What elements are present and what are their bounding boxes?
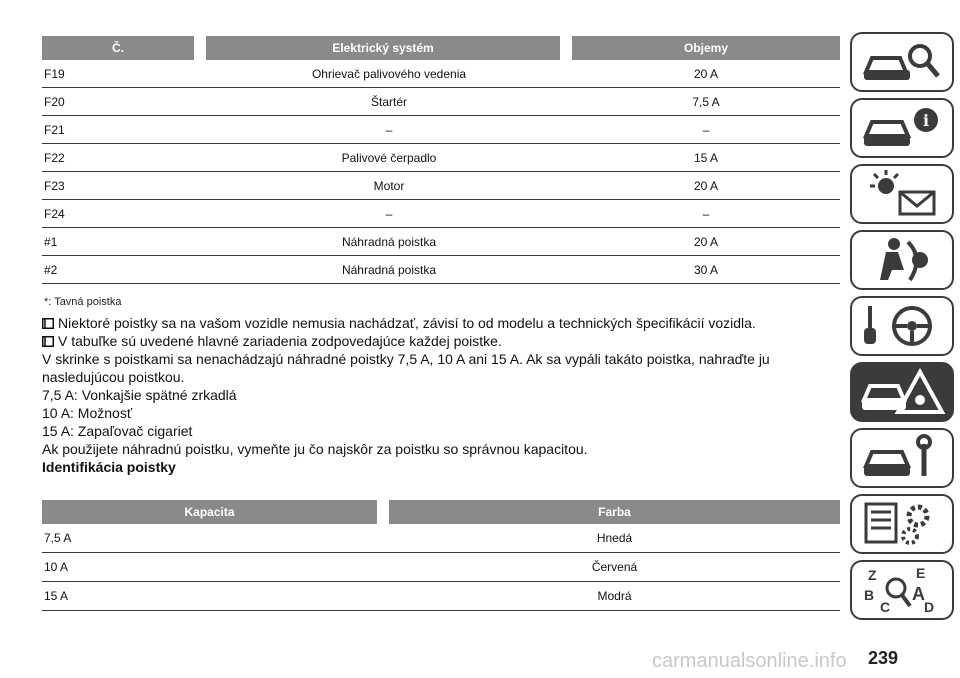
note-text: Niektoré poistky sa na vašom vozidle nemusia nachádzať, závisí to od modelu a technických špecifikácií vozidla. <box>58 315 756 331</box>
header-capacity: Kapacita <box>42 500 377 524</box>
tab-safety[interactable] <box>850 230 954 290</box>
table-row <box>42 172 840 200</box>
fuse-system: Štartér <box>370 94 407 109</box>
fuse-amperage: 7,5 A <box>692 94 720 109</box>
book-icon <box>42 318 54 329</box>
tab-index[interactable] <box>850 560 954 620</box>
table-row <box>42 60 840 88</box>
fuse-table-header <box>42 36 840 60</box>
fuse-id: F22 <box>44 150 65 165</box>
tab-maintenance[interactable] <box>850 428 954 488</box>
note-text: V tabuľke sú uvedené hlavné zariadenia zodpovedajúce každej poistke. <box>58 333 502 349</box>
table-row <box>42 582 840 611</box>
table-row <box>42 256 840 284</box>
svg-text:B: B <box>864 587 875 603</box>
paragraph: 7,5 A: Vonkajšie spätné zrkadlá <box>42 387 237 403</box>
fuse-amperage: 20 A <box>693 234 719 249</box>
fuse-amperage: 15 A <box>693 150 719 165</box>
fuse-id: F24 <box>44 206 65 221</box>
svg-text:C: C <box>880 599 891 615</box>
header-capacity: Objemy <box>572 36 840 60</box>
fuse-system: Palivové čerpadlo <box>341 150 437 165</box>
fuse-system: Náhradná poistka <box>341 234 437 249</box>
car-info-icon <box>858 102 946 154</box>
paragraph: Ak použijete náhradnú poistku, vymeňte ju čo najskôr za poistku so správnou kapacitou. <box>42 441 588 457</box>
fuse-color-table <box>42 500 840 611</box>
color-value: Hnedá <box>596 531 633 545</box>
note-line <box>42 314 832 332</box>
table-row <box>42 144 840 172</box>
watermark: carmanualsonline.info <box>652 650 847 672</box>
tab-warning-lights[interactable] <box>850 164 954 224</box>
note-line <box>42 332 832 350</box>
fuse-system: – <box>385 206 393 221</box>
tab-car-info[interactable] <box>850 98 954 158</box>
tab-car-search[interactable] <box>850 32 954 92</box>
fuse-id: F20 <box>44 94 65 109</box>
warning-light-message-icon <box>858 168 946 220</box>
color-value: Červená <box>591 560 638 574</box>
header-color: Farba <box>389 500 840 524</box>
fuse-amperage: – <box>702 122 710 137</box>
capacity-value: 7,5 A <box>44 531 72 545</box>
fuse-amperage: – <box>702 206 710 221</box>
footnote: *: Tavná poistka <box>44 296 122 308</box>
fuse-amperage: 20 A <box>693 66 719 81</box>
table-row <box>42 228 840 256</box>
table-row <box>42 116 840 144</box>
table-row <box>42 553 840 582</box>
table-row <box>42 524 840 553</box>
tab-emergency[interactable] <box>850 362 954 422</box>
paragraph: 15 A: Zapaľovač cigariet <box>42 423 193 439</box>
fuse-id: F19 <box>44 66 65 81</box>
svg-text:A: A <box>912 584 925 604</box>
alphabet-index-icon <box>858 564 946 616</box>
fuse-amperage: 20 A <box>693 178 719 193</box>
fuse-id: #1 <box>44 234 58 249</box>
table-row <box>42 88 840 116</box>
airbag-passenger-icon <box>858 234 946 286</box>
specifications-gear-icon <box>858 498 946 550</box>
paragraph: V skrinke s poistkami sa nenachádzajú náhradné poistky 7,5 A, 10 A ani 15 A. Ak sa vypáli takáto poistka, nahraďte ju nasledujúcou poistkou. <box>42 351 770 385</box>
table-row <box>42 200 840 228</box>
svg-text:D: D <box>924 599 935 615</box>
key-steering-wheel-icon <box>858 300 946 352</box>
fuse-system: Motor <box>373 178 405 193</box>
fuse-system: Ohrievač palivového vedenia <box>311 66 467 81</box>
fuse-id: #2 <box>44 262 58 277</box>
color-table-header <box>42 500 840 524</box>
svg-text:E: E <box>916 565 926 581</box>
color-value: Modrá <box>597 589 632 603</box>
header-electrical-system: Elektrický systém <box>206 36 560 60</box>
fuse-table <box>42 36 840 284</box>
header-number: Č. <box>42 36 194 60</box>
fuse-system: Náhradná poistka <box>341 262 437 277</box>
book-icon <box>42 336 54 347</box>
fuse-system: – <box>385 122 393 137</box>
section-heading: Identifikácia poistky <box>42 459 176 475</box>
tab-starting-driving[interactable] <box>850 296 954 356</box>
fuse-amperage: 30 A <box>693 262 719 277</box>
capacity-value: 15 A <box>44 589 69 603</box>
car-warning-triangle-icon <box>858 366 946 418</box>
page-number: 239 <box>868 648 899 668</box>
fuse-id: F23 <box>44 178 65 193</box>
car-search-icon <box>858 36 946 88</box>
car-wrench-icon <box>858 432 946 484</box>
capacity-value: 10 A <box>44 560 69 574</box>
paragraph: 10 A: Možnosť <box>42 405 133 421</box>
body-text <box>42 314 832 476</box>
tab-technical-data[interactable] <box>850 494 954 554</box>
fuse-id: F21 <box>44 122 65 137</box>
svg-text:i: i <box>922 111 930 130</box>
svg-text:Z: Z <box>868 567 877 583</box>
